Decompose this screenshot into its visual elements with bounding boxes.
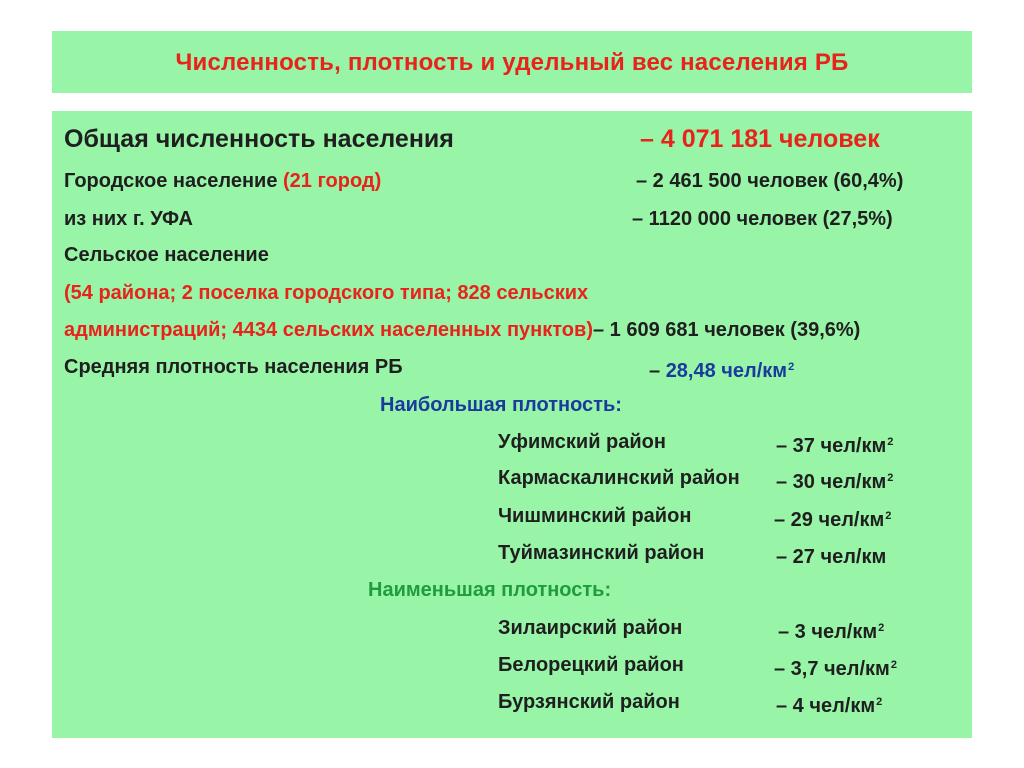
urban-population-row [64,169,381,193]
ufa-population-value: – 1120 000 человек (27,5%) [632,208,893,230]
highest-item-name: Чишминский район [498,505,692,527]
lowest-item-value: – 3 чел/$км^2$ [778,621,885,643]
highest-item-name: Кармаскалинский район [498,467,740,489]
density-dash: – [649,360,666,382]
highest-item-value: – 30 чел/$км^2$ [776,471,894,493]
slide-title: Численность, плотность и удельный вес населения РБ [175,49,849,76]
urban-population-note: (21 город) [283,170,382,192]
density-superscript: 2 [788,361,795,373]
total-population-value: – 4 071 181 человек [640,125,880,153]
highest-item-name: Туймазинский район [498,542,705,564]
highest-density-heading: Наибольшая плотность: [380,394,622,416]
lowest-item-value: – 3,7 чел/$км^2$ [774,658,897,680]
highest-item-value: – 37 чел/$км^2$ [776,435,894,457]
title-banner [52,31,972,93]
highest-item-name: Уфимский район [498,431,666,453]
content-panel [52,111,972,738]
rural-population-note-line2: администраций; 4434 сельских населенных пунктов) [64,319,593,341]
lowest-item-name: Бурзянский район [498,691,680,713]
density-label: Средняя плотность населения РБ [64,356,403,378]
urban-population-label: Городское население [64,170,283,192]
ufa-population-label: из них г. УФА [64,208,193,230]
rural-population-row [64,318,860,342]
rural-population-label: Сельское население [64,244,269,266]
density-value: 28,48 чел/км [665,360,788,382]
lowest-item-value: – 4 чел/$км^2$ [776,695,883,717]
urban-population-value: – 2 461 500 человек (60,4%) [636,170,904,192]
lowest-item-name: Зилаирский район [498,617,683,639]
highest-item-value: – 29 чел/$км^2$ [774,509,892,531]
total-population-label: Общая численность населения [64,125,454,153]
lowest-density-heading: Наименьшая плотность: [368,579,612,601]
lowest-item-name: Белорецкий район [498,654,684,676]
rural-population-note-line1: (54 района; 2 поселка городского типа; 828 сельских [64,282,589,304]
rural-population-value: – 1 609 681 человек (39,6%) [592,319,861,341]
density-value-row [649,355,794,383]
highest-item-value: – 27 чел/км [776,546,887,568]
